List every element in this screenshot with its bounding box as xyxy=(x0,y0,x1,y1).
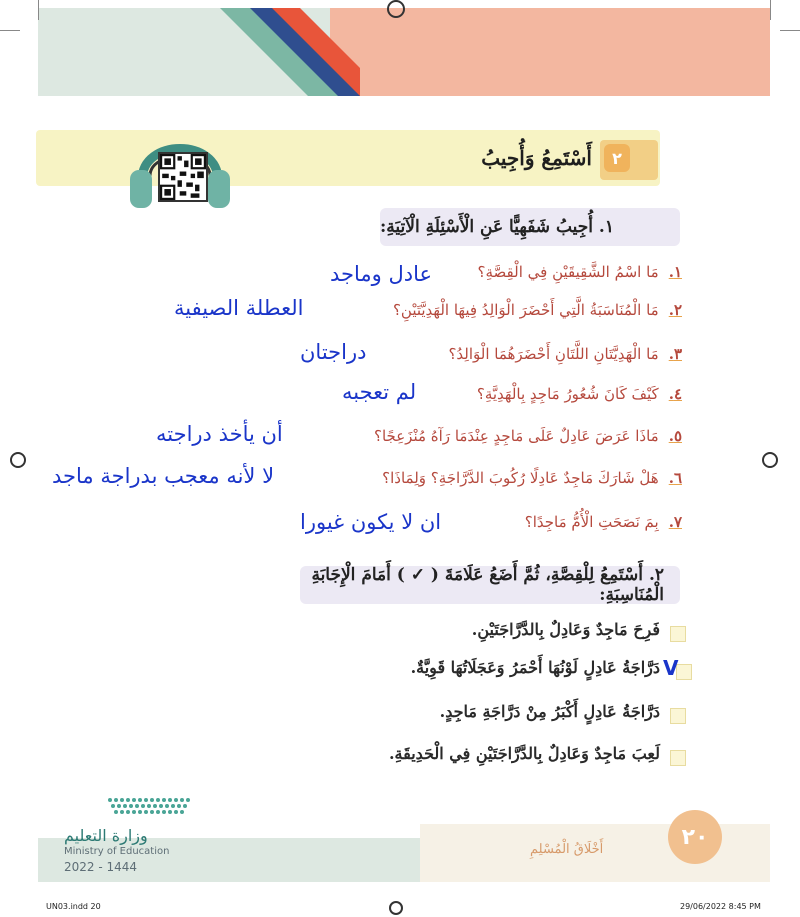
question-text: بِمَ نَصَحَتِ الْأُمُّ مَاجِدًا؟ xyxy=(524,513,659,531)
question-text: مَا الْهَدِيَّتَانِ اللَّتَانِ أَحْضَرَهُمَا الْوَالِدُ؟ xyxy=(448,345,659,363)
answer-1: عادل وماجد xyxy=(330,262,433,286)
question-number: ٣. xyxy=(668,345,682,363)
file-identifier: UN03.indd 20 xyxy=(46,902,101,911)
edition-year: 2022 - 1444 xyxy=(64,860,138,874)
part2-heading: ٢. أَسْتَمِعُ لِلْقِصَّةِ، ثُمَّ أَضَعُ عَلَامَةَ ( ✓ ) أَمَامَ الْإِجَابَةِ الْمُنَاسِبَةِ: xyxy=(300,566,680,604)
registration-mark-bottom xyxy=(389,901,403,915)
registration-mark-right xyxy=(762,452,778,468)
answer-2: العطلة الصيفية xyxy=(174,296,304,320)
option-text: فَرِحَ مَاجِدٌ وَعَادِلٌ بِالدَّرَّاجَتَيْنِ. xyxy=(471,620,660,639)
answer-6: لا لأنه معجب بدراجة ماجد xyxy=(52,464,275,488)
section-number: ٢ xyxy=(604,144,630,172)
crop-line xyxy=(0,30,20,31)
header-band-right xyxy=(330,8,770,96)
ministry-logo-icon xyxy=(106,794,196,818)
question-text: مَاذَا عَرَضَ عَادِلٌ عَلَى مَاجِدٍ عِنْدَمَا رَآهُ مُنْزَعِجًا؟ xyxy=(374,427,659,445)
option-text: دَرَّاجَةُ عَادِلٍ لَوْنُهَا أَحْمَرُ وَعَجَلَاتُهَا قَوِيَّةٌ. xyxy=(410,658,660,677)
question-4 xyxy=(477,384,682,403)
question-number: ٦. xyxy=(668,469,682,487)
option-checkbox[interactable] xyxy=(670,750,686,766)
question-number: ٤. xyxy=(668,385,682,403)
option-checkbox[interactable] xyxy=(670,626,686,642)
registration-mark-left xyxy=(10,452,26,468)
question-2 xyxy=(393,300,682,319)
answer-5: أن يأخذ دراجته xyxy=(156,422,283,446)
question-number: ٧. xyxy=(668,513,682,531)
question-7 xyxy=(525,512,682,531)
qr-code-icon[interactable] xyxy=(158,152,208,202)
question-number: ١. xyxy=(668,263,682,281)
crop-line xyxy=(38,0,39,20)
answer-3: دراجتان xyxy=(300,340,367,364)
question-number: ٢. xyxy=(668,301,682,319)
page-number: ٢٠ xyxy=(668,810,722,864)
crop-line xyxy=(770,0,771,20)
question-number: ٥. xyxy=(668,427,682,445)
ministry-name-arabic: وزارة التعليم xyxy=(64,826,148,845)
option-text: دَرَّاجَةُ عَادِلٍ أَكْبَرُ مِنْ دَرَّاجَةِ مَاجِدٍ. xyxy=(439,702,660,721)
answer-4: لم تعجبه xyxy=(342,380,417,404)
option-text: لَعِبَ مَاجِدٌ وَعَادِلٌ بِالدَّرَّاجَتَيْنِ فِي الْحَدِيقَةِ. xyxy=(388,744,660,763)
header-stripes xyxy=(220,8,360,96)
question-1 xyxy=(478,262,682,281)
registration-mark-top xyxy=(387,0,405,18)
footer-caption: أَخْلَاقُ الْمُسْلِمِ xyxy=(530,842,604,857)
question-text: مَا اسْمُ الشَّقِيقَيْنِ فِي الْقِصَّةِ؟ xyxy=(477,263,659,281)
question-6 xyxy=(382,468,682,487)
section-title: أَسْتَمِعُ وَأُجِيبُ xyxy=(481,146,592,170)
part1-heading: ١. أُجِيبُ شَفَهِيًّا عَنِ الْأَسْئِلَةِ الْآتِيَةِ: xyxy=(380,208,680,246)
ministry-name-english: Ministry of Education xyxy=(64,846,170,857)
question-3 xyxy=(448,344,682,363)
option-checkbox[interactable] xyxy=(670,708,686,724)
question-text: كَيْفَ كَانَ شُعُورُ مَاجِدٍ بِالْهَدِيَّةِ؟ xyxy=(476,385,659,403)
answer-7: ان لا يكون غيورا xyxy=(300,510,442,534)
print-date: 29/06/2022 8:45 PM xyxy=(680,902,761,911)
crop-line xyxy=(780,30,800,31)
checkmark-icon: V xyxy=(663,656,679,680)
question-text: هَلْ شَارَكَ مَاجِدٌ عَادِلًا رُكُوبَ الدَّرَّاجَةِ؟ وَلِمَاذَا؟ xyxy=(382,469,659,487)
question-text: مَا الْمُنَاسَبَةُ الَّتِي أَحْضَرَ الْوَالِدُ فِيهَا الْهَدِيَّتَيْنِ؟ xyxy=(392,301,659,319)
question-5 xyxy=(374,426,682,445)
